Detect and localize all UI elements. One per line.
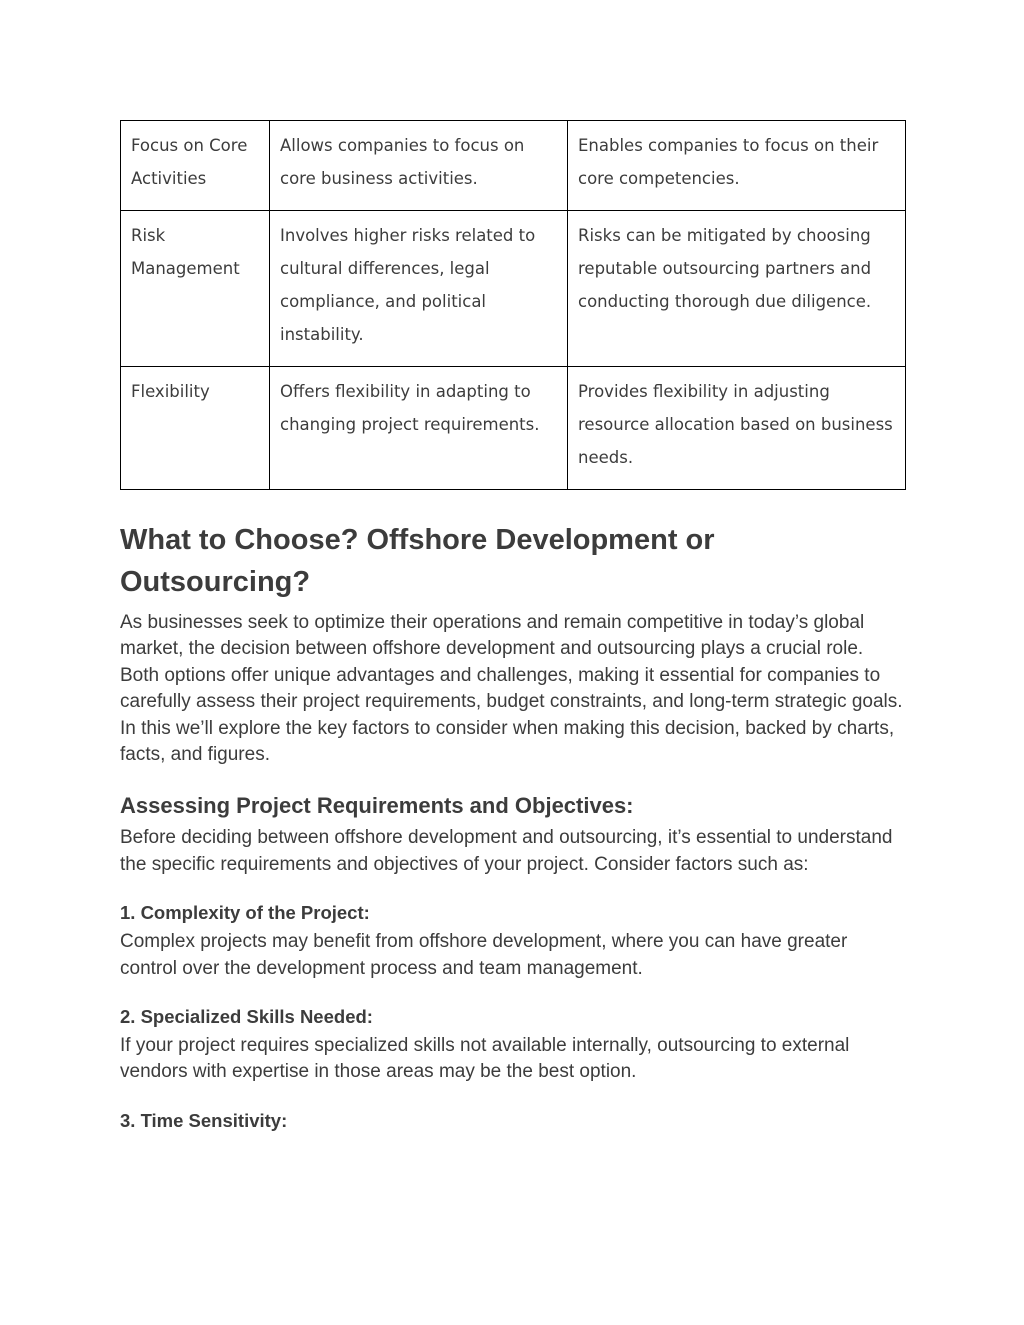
item-heading-time-sensitivity: 3. Time Sensitivity:: [120, 1109, 288, 1131]
table-cell-offshore: Involves higher risks related to cultural differences, legal compliance, and political instability.: [270, 211, 568, 367]
table-row: [121, 367, 906, 490]
table-row: [121, 121, 906, 211]
item-paragraph-specialized-skills: If your project requires specialized skills not available internally, outsourcing to external vendors with expertise in those areas may be the best option.: [120, 1035, 850, 1083]
table-cell-outsourcing: Risks can be mitigated by choosing reputable outsourcing partners and conducting thorough due diligence.: [568, 211, 906, 367]
comparison-table: [120, 120, 906, 490]
document-page: [120, 120, 905, 1137]
table-cell-factor: Focus on Core Activities: [121, 121, 270, 211]
table-cell-factor: Risk Management: [121, 211, 270, 367]
section-intro-paragraph: As businesses seek to optimize their operations and remain competitive in today’s global market, the decision between offshore development and outsourcing plays a crucial role. Both options offer unique advantages and challenges, making it essential for companies to carefully assess their project requirements, budget constraints, and long-term strategic goals. In this we’ll explore the key factors to consider when making this decision, backed by charts, facts, and figures.: [120, 612, 903, 766]
table-cell-offshore: Allows companies to focus on core business activities.: [270, 121, 568, 211]
table-cell-outsourcing: Enables companies to focus on their core competencies.: [568, 121, 906, 211]
item-heading-specialized-skills: 2. Specialized Skills Needed:: [120, 1006, 373, 1028]
item-paragraph-complexity: Complex projects may benefit from offshore development, where you can have greater control over the development process and team management.: [120, 931, 848, 979]
section-heading: What to Choose? Offshore Development or Outsourcing?: [120, 524, 715, 598]
table-cell-factor: Flexibility: [121, 367, 270, 490]
subsection-intro-paragraph: Before deciding between offshore development and outsourcing, it’s essential to understand the specific requirements and objectives of your project. Consider factors such as:: [120, 827, 893, 875]
table-row: [121, 211, 906, 367]
subsection-heading: Assessing Project Requirements and Objectives:: [120, 793, 634, 819]
table-cell-offshore: Offers flexibility in adapting to changing project requirements.: [270, 367, 568, 490]
table-cell-outsourcing: Provides flexibility in adjusting resource allocation based on business needs.: [568, 367, 906, 490]
item-heading-complexity: 1. Complexity of the Project:: [120, 902, 370, 924]
